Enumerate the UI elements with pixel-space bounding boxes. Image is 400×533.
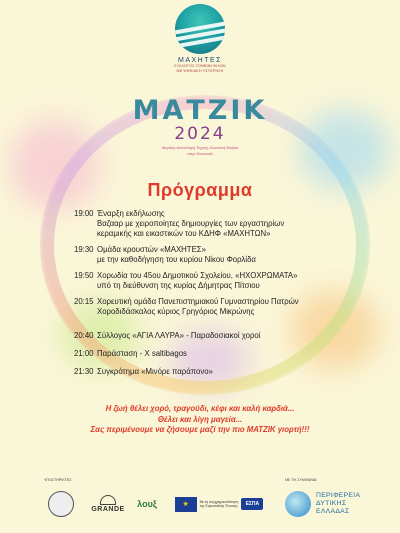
eu-text-line2: της Ευρωπαϊκής Ένωσης bbox=[199, 504, 238, 508]
region-emblem-icon bbox=[285, 491, 311, 517]
grande-emblem-icon bbox=[100, 495, 116, 505]
loux-text: λουξ bbox=[137, 499, 157, 509]
schedule-list bbox=[74, 209, 394, 377]
logo-subtitle-line1: ΣΥΛΛΟΓΟΣ ΓΟΝΕΩΝ ΦΙΛΩΝ bbox=[174, 64, 226, 68]
logo-subtitle-line2: ΜΕ ΨΗΦΙΑΚΗ ΥΣΤΕΡΗΣΗ bbox=[176, 68, 224, 73]
schedule-desc: Χορευτική ομάδα Πανεπιστημιακού Γυμναστηρίου Πατρών bbox=[97, 297, 299, 306]
municipality-seal-icon bbox=[46, 488, 76, 520]
schedule-desc: υπό τη διεύθυνση της κυρίας Δήμητρας Πίτσιου bbox=[97, 281, 260, 290]
grande-text: GRANDE bbox=[91, 506, 125, 513]
espa-logo: ΕΣΠΑ bbox=[241, 498, 263, 510]
schedule-desc: Βαζααρ με χειροποίητες δημιουργίες των εργαστηρίων bbox=[97, 219, 285, 228]
schedule-desc: Ομάδα κρουστών «ΜΑΧΗΤΕΣ» bbox=[97, 245, 206, 254]
closing-message bbox=[0, 404, 400, 436]
closing-line3: Σας περιμένουμε να ζήσουμε μαζί την πιο ΜΑΤΖΙΚ γιορτή!!! bbox=[90, 425, 310, 434]
schedule-desc: Χοροδιδάσκαλος κύριος Γρηγόριος Μικρώνης bbox=[97, 307, 255, 316]
event-year: 2024 bbox=[174, 124, 226, 144]
schedule-item bbox=[74, 245, 394, 265]
schedule-item bbox=[74, 349, 394, 359]
schedule-item bbox=[74, 297, 394, 317]
schedule-item bbox=[74, 367, 394, 377]
event-tagline-line1: Μεγάλη Ανταλλαγή Τεχνης Ζωντανή Ιδεάρα bbox=[161, 145, 239, 150]
sponsors-label: ΥΠΟΣΤΗΡΙΚΤΕΣ: bbox=[44, 478, 73, 482]
grande-logo bbox=[88, 490, 128, 518]
eu-funding-logos bbox=[174, 494, 264, 514]
schedule-desc: Έναρξη εκδήλωσης bbox=[97, 209, 165, 218]
schedule-time: 19:30 bbox=[74, 245, 94, 254]
loux-logo bbox=[132, 492, 162, 516]
footer-sponsors bbox=[0, 478, 400, 533]
partner-label: ΜΕ ΤΗ ΣΥΜΦΩΝΙΑ: bbox=[285, 478, 318, 482]
schedule-time: 21:30 bbox=[74, 367, 94, 376]
event-title: ΜΑΤΖΙΚ bbox=[132, 95, 268, 126]
schedule-time: 21:00 bbox=[74, 349, 94, 358]
closing-line1: Η ζωή θέλει χορό, τραγούδι, κέφι και καλή καρδιά... bbox=[105, 404, 295, 413]
organization-logo bbox=[150, 4, 250, 73]
region-line2: ΔΥΤΙΚΗΣ bbox=[316, 500, 347, 507]
program-heading: Πρόγραμμα bbox=[147, 180, 253, 200]
schedule-item bbox=[74, 331, 394, 341]
schedule-item bbox=[74, 271, 394, 291]
eu-flag-icon: ★ bbox=[175, 497, 197, 512]
schedule-desc: Συγκρότημα «Μινόρε παράπονο» bbox=[97, 367, 213, 376]
schedule-desc: Σύλλογος «ΑΓΙΑ ΛΑΥΡΑ» - Παραδοσιακοί χοροί bbox=[97, 331, 261, 340]
logo-emblem-icon bbox=[175, 4, 225, 54]
schedule-desc: Παράσταση - X saltibagos bbox=[97, 349, 187, 358]
schedule-desc: με την καθοδήγηση του κυρίου Νίκου Φορλίδα bbox=[97, 255, 256, 264]
event-tagline-line2: στην Κοινωνία bbox=[187, 151, 213, 156]
event-title-block bbox=[130, 95, 270, 156]
schedule-time: 20:15 bbox=[74, 297, 94, 306]
logo-name: ΜΑΧΗΤΕΣ bbox=[178, 57, 222, 64]
region-line1: ΠΕΡΙΦΕΡΕΙΑ bbox=[316, 492, 361, 499]
region-logo bbox=[285, 488, 380, 520]
schedule-time: 20:40 bbox=[74, 331, 94, 340]
schedule-time: 19:50 bbox=[74, 271, 94, 280]
schedule-item bbox=[74, 209, 394, 239]
schedule-desc: Χορωδία του 45ου Δημοτικού Σχολείου, «ΗΧΟΧΡΩΜΑΤΑ» bbox=[97, 271, 298, 280]
eu-text-line1: Με τη συγχρηματοδότηση bbox=[199, 500, 239, 504]
closing-line2: Θέλει και λίγη μαγεία... bbox=[157, 414, 243, 424]
schedule-time: 19:00 bbox=[74, 209, 94, 218]
schedule-desc: κεραμικής και εικαστικών του ΚΔΗΦ «ΜΑΧΗΤΩΝ» bbox=[97, 229, 271, 238]
region-line3: ΕΛΛΑΔΑΣ bbox=[316, 508, 350, 515]
